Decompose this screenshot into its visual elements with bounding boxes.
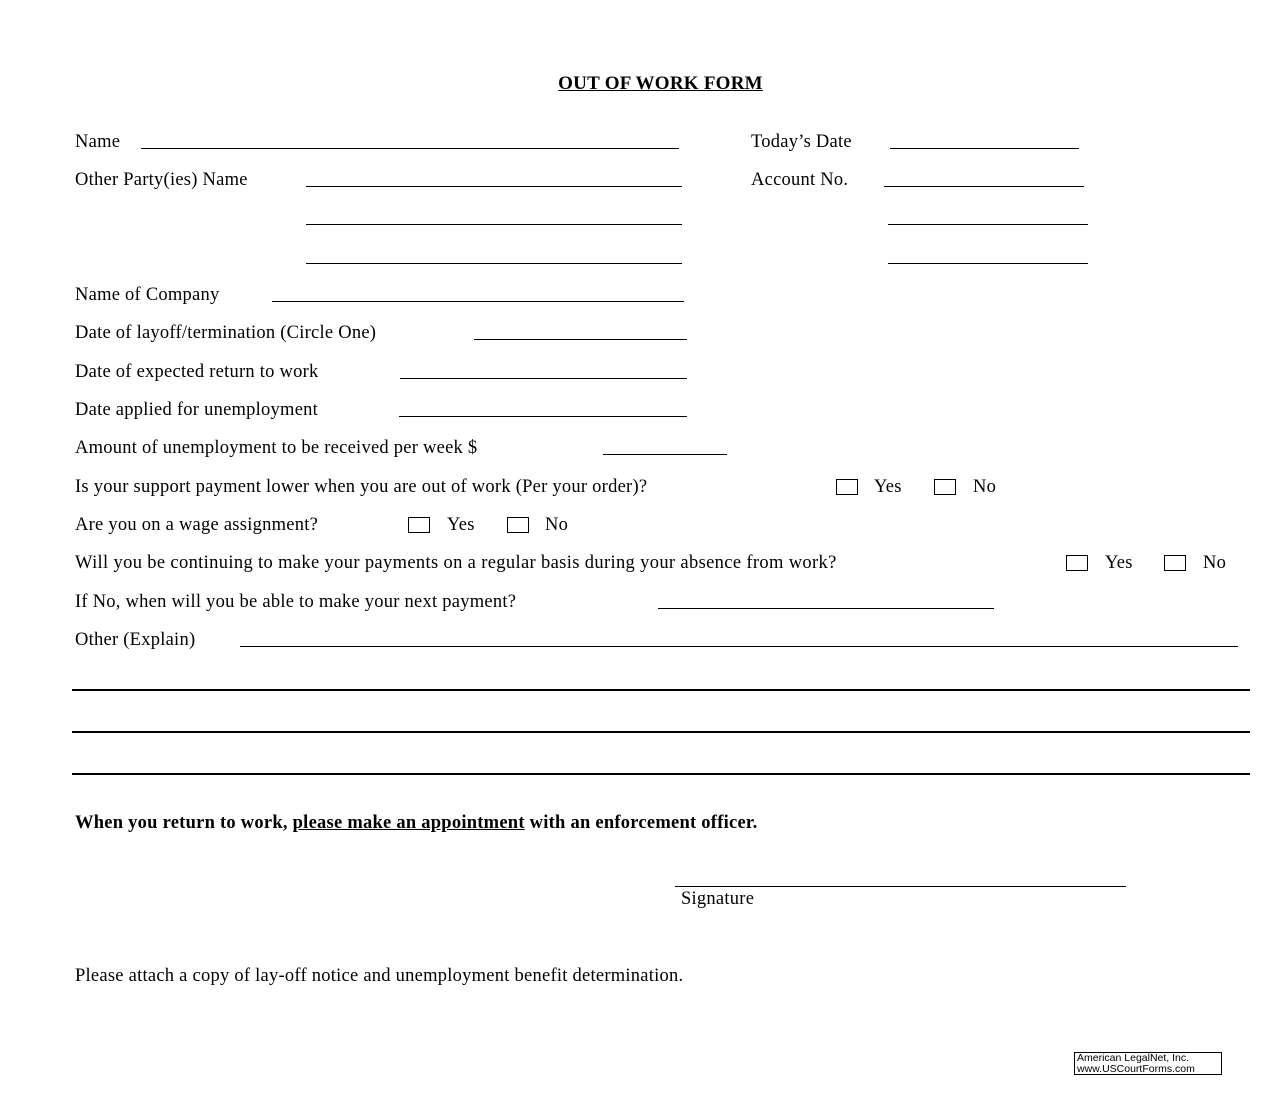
continuing-payments-no-label: No (1203, 553, 1227, 573)
explain-line-2[interactable] (72, 731, 1250, 733)
footer-stamp (1074, 1052, 1222, 1075)
layoff-label: Date of layoff/termination (Circle One) (75, 323, 377, 343)
support-lower-yes-checkbox[interactable] (836, 479, 858, 495)
return-notice (75, 814, 758, 833)
wage-assignment-no-checkbox[interactable] (507, 517, 529, 533)
form-title: OUT OF WORK FORM (558, 73, 763, 94)
company-label: Name of Company (75, 285, 220, 305)
todays-date-blank[interactable] (890, 148, 1079, 149)
other-parties-blank-2[interactable] (306, 224, 682, 225)
other-explain-label: Other (Explain) (75, 630, 196, 650)
continuing-payments-yes-label: Yes (1105, 553, 1133, 573)
return-notice-part2: with an enforcement officer. (524, 813, 758, 833)
other-explain-blank[interactable] (240, 646, 1238, 647)
wage-assignment-yes-label: Yes (447, 515, 475, 535)
unemployment-amount-label: Amount of unemployment to be received per week $ (75, 438, 478, 458)
other-parties-blank-1[interactable] (306, 186, 682, 187)
continuing-payments-no-checkbox[interactable] (1164, 555, 1186, 571)
other-parties-blank-3[interactable] (306, 263, 682, 264)
next-payment-label: If No, when will you be able to make your next payment? (75, 592, 517, 612)
unemployment-applied-label: Date applied for unemployment (75, 400, 319, 420)
unemployment-amount-blank[interactable] (603, 454, 727, 455)
continuing-payments-yes-checkbox[interactable] (1066, 555, 1088, 571)
continuing-payments-question: Will you be continuing to make your payments on a regular basis during your absence from work? (75, 553, 837, 573)
wage-assignment-no-label: No (545, 515, 569, 535)
attach-note: Please attach a copy of lay-off notice and unemployment benefit determination. (75, 966, 684, 986)
support-lower-yes-label: Yes (874, 477, 902, 497)
explain-line-3[interactable] (72, 773, 1250, 775)
layoff-blank[interactable] (474, 339, 687, 340)
company-blank[interactable] (272, 301, 684, 302)
return-notice-part1: When you return to work, (75, 813, 293, 833)
footer-website: www.USCourtForms.com (1077, 1063, 1195, 1075)
account-no-blank-3[interactable] (888, 263, 1088, 264)
signature-label: Signature (681, 889, 755, 909)
account-no-blank-1[interactable] (884, 186, 1084, 187)
name-blank[interactable] (141, 148, 679, 149)
next-payment-blank[interactable] (658, 608, 994, 609)
support-lower-no-label: No (973, 477, 997, 497)
return-blank[interactable] (400, 378, 687, 379)
wage-assignment-yes-checkbox[interactable] (408, 517, 430, 533)
signature-blank[interactable] (675, 886, 1126, 887)
unemployment-applied-blank[interactable] (399, 416, 687, 417)
account-no-label: Account No. (751, 170, 849, 190)
appointment-phrase: please make an appointment (292, 813, 525, 833)
support-lower-no-checkbox[interactable] (934, 479, 956, 495)
footer-company: American LegalNet, Inc. (1077, 1052, 1190, 1064)
wage-assignment-question: Are you on a wage assignment? (75, 515, 319, 535)
return-label: Date of expected return to work (75, 362, 319, 382)
other-parties-label: Other Party(ies) Name (75, 170, 248, 190)
todays-date-label: Today’s Date (751, 132, 852, 152)
support-lower-question: Is your support payment lower when you are out of work (Per your order)? (75, 477, 648, 497)
explain-line-1[interactable] (72, 689, 1250, 691)
name-label: Name (75, 132, 121, 152)
account-no-blank-2[interactable] (888, 224, 1088, 225)
